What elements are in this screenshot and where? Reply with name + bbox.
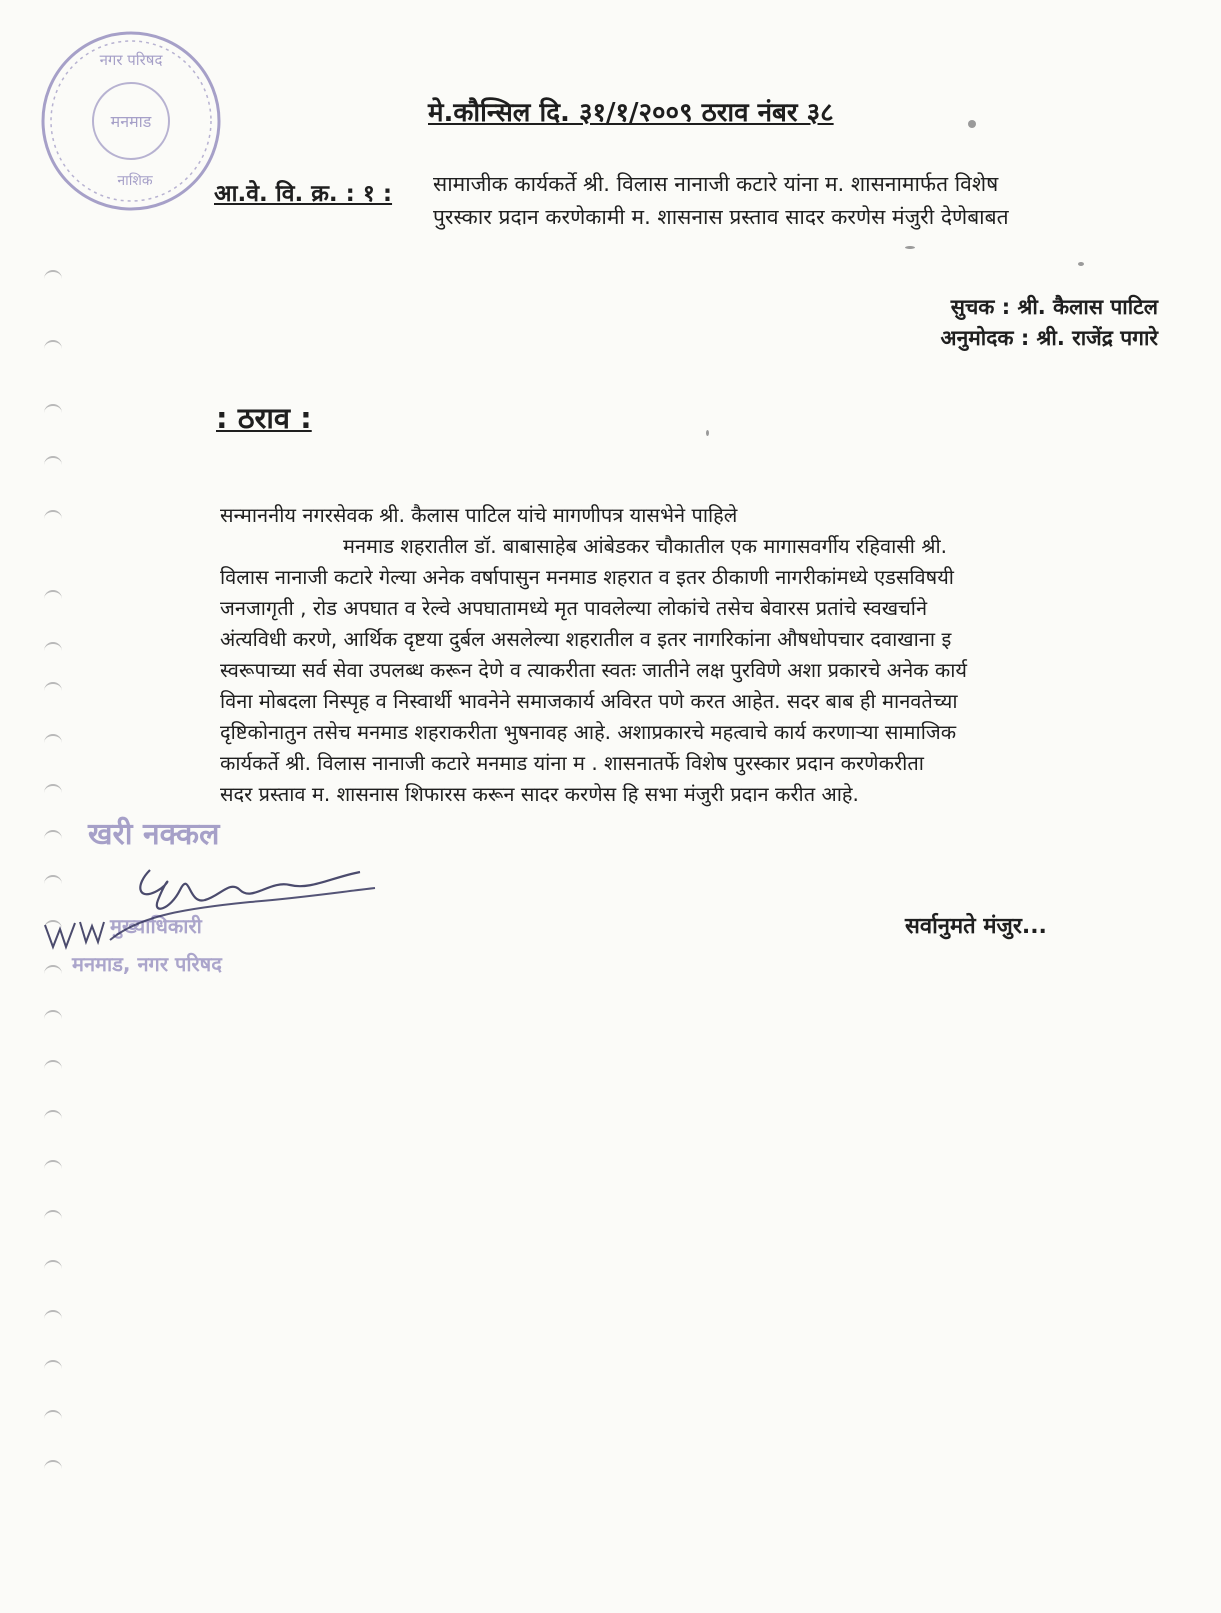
handwritten-signature [40,830,400,980]
resolution-line: दृष्टिकोनातुन तसेच मनमाड शहराकरीता भुषनावह आहे. अशाप्रकारचे महत्वाचे कार्य करणाऱ्या सामाजिक [220,720,957,744]
resolution-line: विलास नानाजी कटारे गेल्या अनेक वर्षापासुन मनमाड शहरात व इतर ठीकाणी नागरीकांमध्ये एडसविषयी [220,565,954,589]
council-name-label: मनमाड, नगर परिषद [72,952,222,976]
resolution-line: सदर प्रस्ताव म. शासनास शिफारस करून सादर करणेस हि सभा मंजुरी प्रदान करीत आहे. [220,782,859,806]
unanimous-approval: सर्वानुमते मंजुर... [905,914,1047,939]
seal-center-text: मनमाड [110,112,152,131]
resolution-line: मनमाड शहरातील डॉ. बाबासाहेब आंबेडकर चौकातील एक मागासवर्गीय रहिवासी श्री. [343,534,948,558]
resolution-line: विना मोबदला निस्पृह व निस्वार्थी भावनेने समाजकार्य अविरत पणे करत आहेत. सदर बाब ही मानवतेच्या [220,689,958,713]
scan-speck [905,246,915,249]
resolution-heading: : ठराव : [216,401,312,435]
resolution-line: अंत्यविधी करणे, आर्थिक दृष्टया दुर्बल असलेल्या शहरातील व इतर नागरिकांना औषधोपचार दवाखाना इ [220,627,952,651]
scan-speck [706,430,709,436]
true-copy-label: खरी नक्कल [88,817,220,852]
agenda-subject-line: सामाजीक कार्यकर्ते श्री. विलास नानाजी कटारे यांना म. शासनामार्फत विशेष [433,172,999,196]
agenda-subject-line: पुरस्कार प्रदान करणेकामी म. शासनास प्रस्ताव सादर करणेस मंजुरी देणेबाबत [433,205,1009,229]
agenda-item-label: आ.वे. वि. क्र. : १ : [214,181,393,207]
resolution-body [220,500,1165,810]
scan-speck [1078,262,1084,266]
chief-officer-label: मुख्याधिकारी [110,914,202,938]
resolution-line: सन्माननीय नगरसेवक श्री. कैलास पाटिल यांचे मागणीपत्र यासभेने पाहिले [220,503,738,527]
scan-speck [968,120,976,128]
council-seal-stamp [35,25,227,217]
agenda-subject [433,168,1163,234]
resolution-line: कार्यकर्ते श्री. विलास नानाजी कटारे मनमाड यांना म . शासनातर्फे विशेष पुरस्कार प्रदान करणेकरीता [220,751,924,775]
resolution-line: जनजागृती , रोड अपघात व रेल्वे अपघातामध्ये मृत पावलेल्या लोकांचे तसेच बेवारस प्रतांचे स्वखर्चाने [220,596,928,620]
seconder-line: अनुमोदक : श्री. राजेंद्र पगारे [940,326,1158,350]
seal-outer-text: नगर परिषद [99,51,163,69]
meeting-heading: मे.कौन्सिल दि. ३१/१/२००९ ठराव नंबर ३८ [428,98,834,128]
proposer-block [941,292,1158,354]
seal-bottom-text: नाशिक [117,173,153,189]
resolution-line: स्वरूपाच्या सर्व सेवा उपलब्ध करून देणे व त्याकरीता स्वतः जातीने लक्ष पुरविणे अशा प्रकारचे अनेक कार्य [220,658,968,682]
proposer-line: सुचक : श्री. कैलास पाटिल [950,295,1158,319]
